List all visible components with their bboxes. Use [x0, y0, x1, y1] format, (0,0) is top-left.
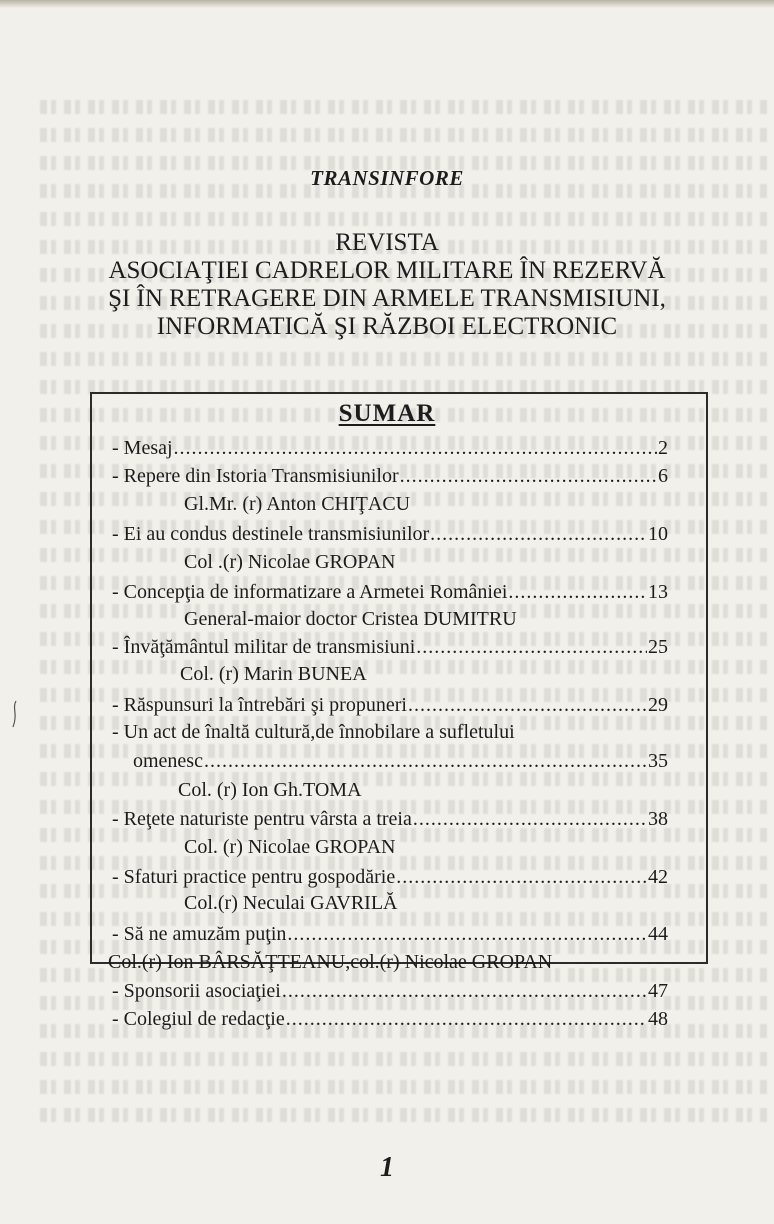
page-top-edge: [0, 0, 774, 8]
toc-dot-leader: [286, 1007, 647, 1031]
toc-entry-page: 25: [648, 636, 668, 658]
pen-mark: [10, 700, 20, 728]
toc-entry-title: - Concepţia de informatizare a Armetei României: [112, 581, 508, 603]
toc-author: General-maior doctor Cristea DUMITRU: [184, 608, 517, 630]
sumar-heading: [0, 400, 774, 428]
title-line-3: ŞI ÎN RETRAGERE DIN ARMELE TRANSMISIUNI,: [108, 285, 666, 312]
toc-entry-page: 10: [648, 523, 668, 545]
toc-author: Col .(r) Nicolae GROPAN: [184, 551, 396, 573]
toc-entry-title: - Colegiul de redacţie: [112, 1008, 285, 1030]
toc-entry-title: - Reţete naturiste pentru vârsta a treia: [112, 808, 412, 830]
title-line-4: INFORMATICĂ ŞI RĂZBOI ELECTRONIC: [156, 313, 618, 340]
table-of-contents-box: [90, 392, 708, 964]
toc-dot-leader: [282, 979, 647, 1003]
toc-author: Col. (r) Ion Gh.TOMA: [178, 779, 362, 801]
page-number: 1: [380, 1152, 394, 1183]
toc-entry-page: 42: [648, 866, 668, 888]
toc-entry-page: 13: [648, 581, 668, 603]
toc-entry[interactable]: [112, 1007, 668, 1031]
toc-entry-page: 6: [658, 465, 668, 487]
toc-author: Gl.Mr. (r) Anton CHIŢACU: [184, 493, 411, 515]
toc-entry-page: 44: [648, 923, 668, 945]
toc-entry-title: omenesc: [133, 750, 203, 772]
toc-author: Col.(r) Ion BÂRSĂŢTEANU,col.(r) Nicolae GROPAN: [108, 951, 553, 973]
toc-entry-title: - Învăţământul militar de transmisiuni: [112, 636, 416, 658]
toc-entry-title: - Să ne amuzăm puţin: [112, 923, 287, 945]
toc-entry-title: - Sponsorii asociaţiei: [112, 980, 281, 1002]
toc-entry-title: - Un act de înaltă cultură,de înnobilare a sufletului: [112, 721, 515, 743]
toc-entry-page: 29: [648, 694, 668, 716]
toc-author: Col. (r) Marin BUNEA: [180, 663, 367, 685]
toc-entry-page: 38: [648, 808, 668, 830]
toc-author: Col.(r) Neculai GAVRILĂ: [184, 892, 398, 914]
toc-entry-page: 2: [658, 437, 668, 459]
toc-entry-title: - Ei au condus destinele transmisiunilor: [112, 523, 430, 545]
toc-entry-page: 47: [648, 980, 668, 1002]
toc-entry-page: 35: [648, 750, 668, 772]
toc-entry-title: - Mesaj: [112, 437, 173, 459]
title-line-1: REVISTA: [335, 229, 439, 256]
toc-entry-title: - Repere din Istoria Transmisiunilor: [112, 465, 399, 487]
title-line-2: ASOCIAŢIEI CADRELOR MILITARE ÎN REZERVĂ: [108, 257, 666, 284]
toc-author: Col. (r) Nicolae GROPAN: [184, 836, 396, 858]
toc-entry-title: - Sfaturi practice pentru gospodărie: [112, 866, 396, 888]
toc-entry-page: 48: [648, 1008, 668, 1030]
toc-entry[interactable]: [112, 979, 668, 1003]
magazine-name: TRANSINFORE: [310, 166, 464, 190]
sumar-heading-text: SUMAR: [338, 400, 436, 427]
toc-entry-title: - Răspunsuri la întrebări şi propuneri: [112, 694, 407, 716]
